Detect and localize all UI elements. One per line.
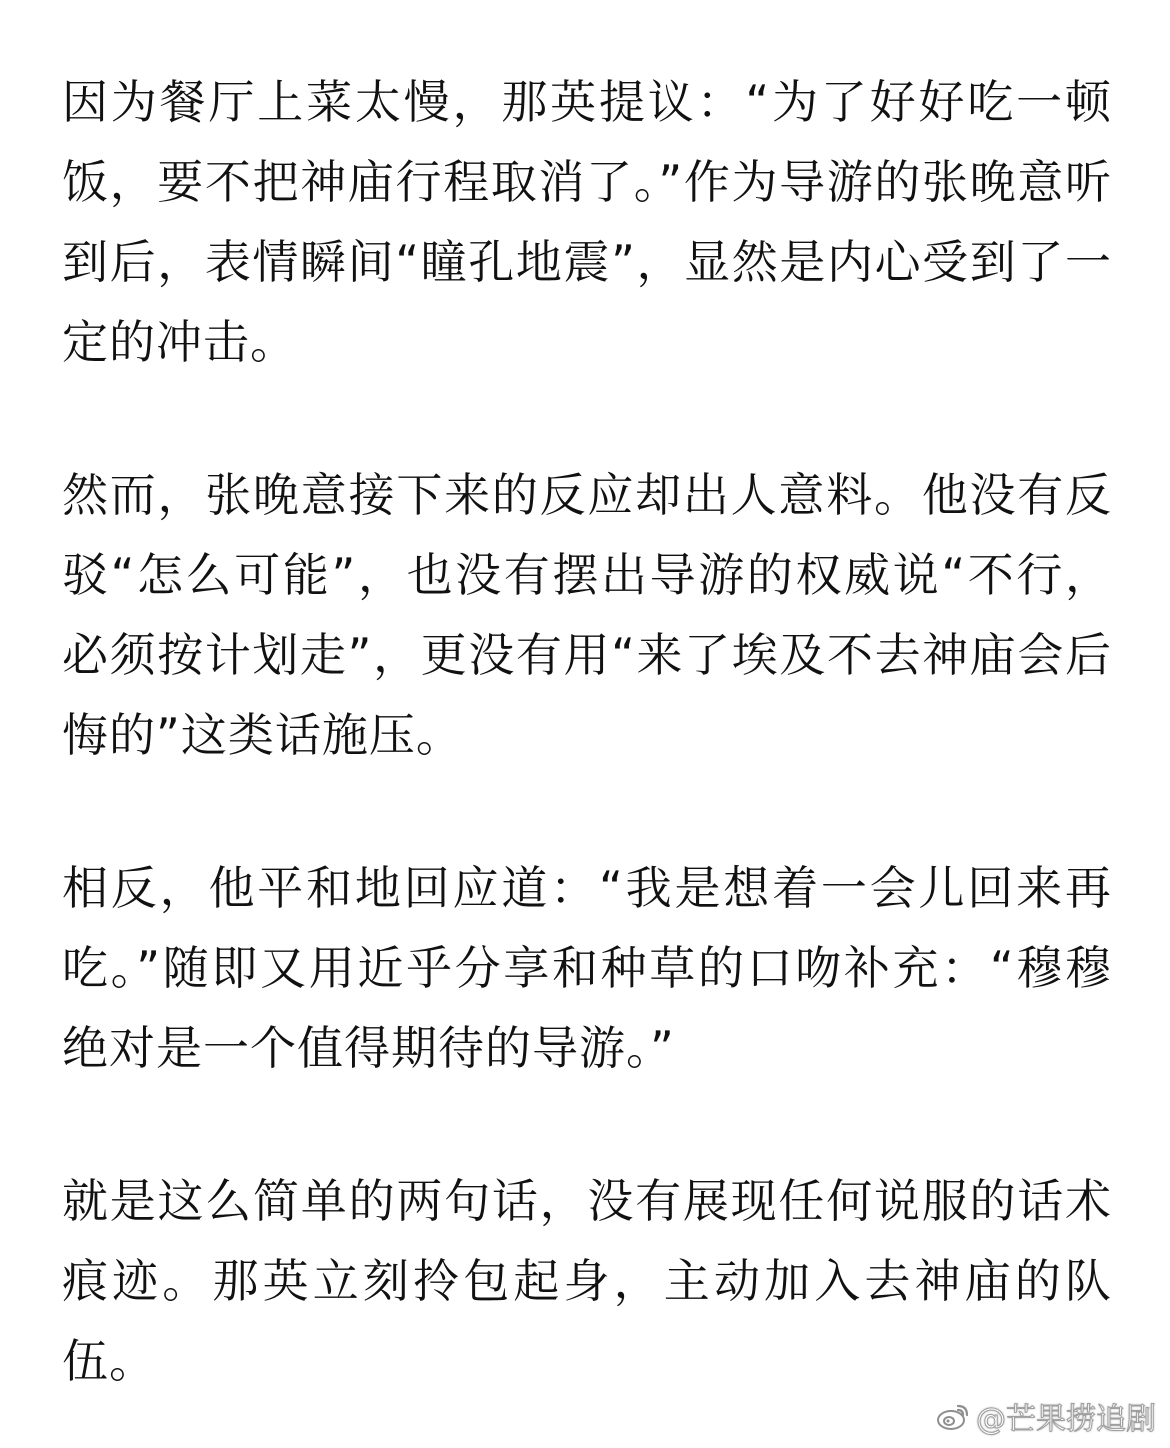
paragraph-3: 相反，他平和地回应道：“我是想着一会儿回来再吃。”随即又用近乎分享和种草的口吻补充：“穆穆绝对是一个值得期待的导游。” bbox=[62, 861, 1112, 1075]
weibo-icon bbox=[936, 1401, 970, 1431]
paragraph-2: 然而，张晚意接下来的反应却出人意料。他没有反驳“怎么可能”，也没有摆出导游的权威说“不行，必须按计划走”，更没有用“来了埃及不去神庙会后悔的”这类话施压。 bbox=[62, 468, 1112, 762]
article-body bbox=[62, 62, 1112, 1401]
paragraph-1: 因为餐厅上菜太慢，那英提议：“为了好好吃一顿饭，要不把神庙行程取消了。”作为导游的张晚意听到后，表情瞬间“瞳孔地震”，显然是内心受到了一定的冲击。 bbox=[62, 75, 1112, 369]
watermark-text: @芒果捞追剧 bbox=[976, 1402, 1156, 1437]
watermark bbox=[936, 1394, 1156, 1438]
paragraph-4: 就是这么简单的两句话，没有展现任何说服的话术痕迹。那英立刻拎包起身，主动加入去神庙的队伍。 bbox=[62, 1174, 1112, 1388]
